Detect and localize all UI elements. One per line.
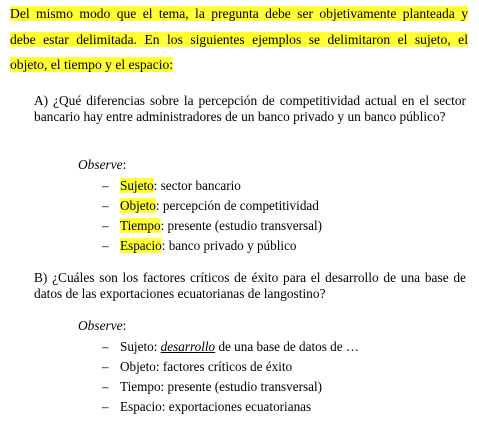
item-key: Tiempo: xyxy=(120,379,168,394)
item-value: factores críticos de éxito xyxy=(162,359,293,374)
item-value: de una base de datos de … xyxy=(215,339,360,354)
example-a-item-espacio: – Espacio: banco privado y público xyxy=(102,238,297,253)
example-b-item-sujeto: – Sujeto: desarrollo de una base de datos de … xyxy=(102,339,360,354)
example-a-item-sujeto: – Sujeto: sector bancario xyxy=(102,178,241,193)
example-a-question: A) ¿Qué diferencias sobre la percepción de competitividad actual en el sector bancario hay entre administradores de un banco privado y un banco público? xyxy=(34,93,466,124)
item-value: : banco privado y público xyxy=(161,238,297,253)
example-b-item-objeto: – Objeto: factores críticos de éxito xyxy=(102,359,293,374)
item-key: Espacio xyxy=(120,238,162,253)
item-emphasis: desarrollo xyxy=(160,339,216,354)
item-key: Sujeto: xyxy=(120,339,161,354)
intro-line-3: objeto, el tiempo y el espacio: xyxy=(10,57,174,72)
intro-line-2: debe estar delimitada. En los siguientes ejemplos se delimitaron el sujeto, el xyxy=(10,32,468,47)
intro-line-1: Del mismo modo que el tema, la pregunta debe ser objetivamente planteada y xyxy=(10,6,468,21)
example-a-item-tiempo: – Tiempo: presente (estudio transversal) xyxy=(102,218,323,233)
item-value: exportaciones ecuatorianas xyxy=(168,399,312,414)
item-value: : presente (estudio transversal) xyxy=(160,218,323,233)
item-key: Sujeto xyxy=(120,178,154,193)
item-key: Espacio: xyxy=(120,399,169,414)
item-key: Objeto: xyxy=(120,359,163,374)
example-a-observe-label: Observe: xyxy=(78,157,127,172)
item-value: : sector bancario xyxy=(153,178,241,193)
example-a-item-objeto: – Objeto: percepción de competitividad xyxy=(102,198,319,213)
item-key: Tiempo xyxy=(120,218,161,233)
example-b-item-tiempo: – Tiempo: presente (estudio transversal) xyxy=(102,379,323,394)
item-value: presente (estudio transversal) xyxy=(167,379,323,394)
item-key: Objeto xyxy=(120,198,156,213)
example-b-item-espacio: – Espacio: exportaciones ecuatorianas xyxy=(102,399,312,414)
example-b-observe-label: Observe: xyxy=(78,318,127,333)
item-value: : percepción de competitividad xyxy=(155,198,319,213)
example-b-question: B) ¿Cuáles son los factores críticos de éxito para el desarrollo de una base de datos de las exportaciones ecuatorianas de langostino? xyxy=(34,270,466,301)
